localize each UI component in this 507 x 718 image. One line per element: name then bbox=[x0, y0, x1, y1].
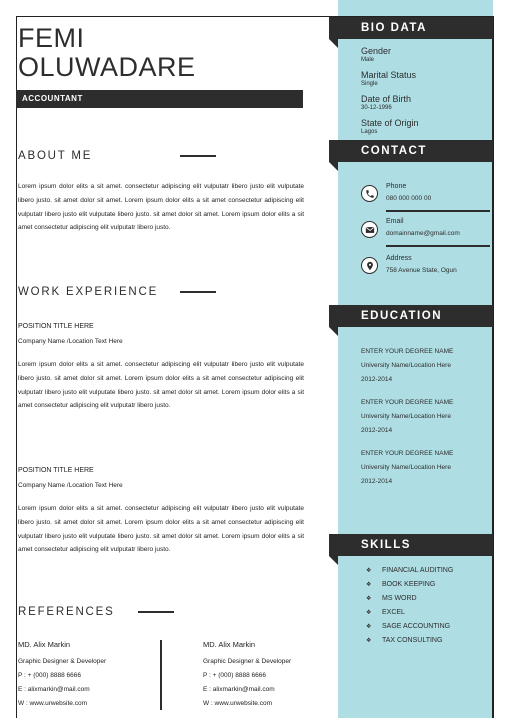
sidebar-edge bbox=[493, 16, 494, 718]
name-first: FEMI bbox=[18, 23, 85, 53]
education-1-school: University Name/Location Here bbox=[361, 362, 451, 369]
email-icon bbox=[361, 221, 378, 238]
contact-email-label: Email bbox=[386, 218, 404, 225]
reference-2-web: W : www.urwebsite.com bbox=[203, 700, 272, 707]
experience-2-text: Lorem ipsum dolor elits a sit amet. consectetur adipiscing elit vulputatr libero justo elit vulputate libero justo. sit amet dolor sit amet. Lorem ipsum dolor elits a sit amet consectetur adipiscing elit vulputatr libero justo elit vulputate libero justo. sit amet dolor sit amet. Lorem ipsum dolor elits a sit amet consectetur adipiscing elit vulputatr libero justo. bbox=[18, 505, 304, 554]
reference-2-name: MD. Alix Markin bbox=[203, 640, 256, 649]
experience-heading: WORK EXPERIENCE bbox=[18, 286, 159, 298]
about-text: Lorem ipsum dolor elits a sit amet. consectetur adipiscing elit vulputatr libero justo elit vulputate libero justo. sit amet dolor sit amet. Lorem ipsum dolor elits a sit amet consectetur adipiscing elit vulputatr libero justo elit vulputate libero justo. sit amet dolor sit amet. Lorem ipsum dolor elits a sit amet consectetur adipiscing elit vulputatr libero justo. bbox=[18, 183, 304, 232]
skill-item bbox=[366, 637, 442, 644]
contact-address-label: Address bbox=[386, 255, 412, 262]
contact-phone-label: Phone bbox=[386, 183, 407, 190]
skill-label: SAGE ACCOUNTING bbox=[382, 623, 451, 630]
reference-2-email: E : alixmarkin@mail.com bbox=[203, 686, 275, 693]
skill-label: MS WORD bbox=[382, 595, 417, 602]
skill-label: FINANCIAL AUDITING bbox=[382, 567, 454, 574]
skill-label: EXCEL bbox=[382, 609, 405, 616]
diamond-bullet-icon: ❖ bbox=[366, 610, 372, 616]
reference-1-email: E : alixmarkin@mail.com bbox=[18, 686, 90, 693]
candidate-name bbox=[18, 24, 196, 82]
education-1-degree: ENTER YOUR DEGREE NAME bbox=[361, 348, 454, 355]
diamond-bullet-icon: ❖ bbox=[366, 596, 372, 602]
experience-2-position: POSITION TITLE HERE bbox=[18, 467, 94, 474]
bio-gender-value: Male bbox=[361, 57, 375, 63]
reference-1-phone: P : + (000) 8888 6666 bbox=[18, 672, 81, 679]
diamond-bullet-icon: ❖ bbox=[366, 582, 372, 588]
contact-address-value: 758 Avenue State, Ogun bbox=[386, 267, 457, 274]
bio-origin-label: State of Origin bbox=[361, 118, 419, 128]
education-3-years: 2012-2014 bbox=[361, 478, 393, 485]
education-2-school: University Name/Location Here bbox=[361, 413, 451, 420]
references-heading-rule bbox=[138, 611, 174, 613]
skills-heading: SKILLS bbox=[329, 534, 493, 556]
reference-2-role: Graphic Designer & Developer bbox=[203, 658, 292, 665]
bio-origin-value: Lagos bbox=[361, 129, 378, 135]
skill-item bbox=[366, 595, 417, 602]
contact-rule-1 bbox=[386, 210, 490, 212]
skill-item bbox=[366, 567, 453, 574]
education-2-degree: ENTER YOUR DEGREE NAME bbox=[361, 399, 454, 406]
bio-gender-label: Gender bbox=[361, 46, 392, 56]
bio-dob-value: 30-12-1996 bbox=[361, 105, 392, 111]
reference-1-role: Graphic Designer & Developer bbox=[18, 658, 107, 665]
reference-1-name: MD. Alix Markin bbox=[18, 640, 71, 649]
education-3-degree: ENTER YOUR DEGREE NAME bbox=[361, 450, 454, 457]
contact-phone-value: 080 000 000 00 bbox=[386, 195, 432, 202]
skill-item bbox=[366, 581, 435, 588]
diamond-bullet-icon: ❖ bbox=[366, 638, 372, 644]
reference-2-phone: P : + (000) 8888 6666 bbox=[203, 672, 266, 679]
skill-item bbox=[366, 609, 405, 616]
skill-label: TAX CONSULTING bbox=[382, 637, 443, 644]
experience-1-company: Company Name /Location Text Here bbox=[18, 338, 123, 345]
contact-email-value: domainname@gmail.com bbox=[386, 230, 460, 237]
reference-1 bbox=[18, 640, 158, 711]
experience-2-company: Company Name /Location Text Here bbox=[18, 482, 123, 489]
contact-heading: CONTACT bbox=[329, 140, 493, 162]
reference-divider bbox=[160, 640, 162, 710]
education-heading: EDUCATION bbox=[329, 305, 493, 327]
education-1-years: 2012-2014 bbox=[361, 376, 393, 383]
experience-1-text: Lorem ipsum dolor elits a sit amet. consectetur adipiscing elit vulputatr libero justo elit vulputate libero justo. sit amet dolor sit amet. Lorem ipsum dolor elits a sit amet consectetur adipiscing elit vulputatr libero justo elit vulputate libero justo. sit amet dolor sit amet. Lorem ipsum dolor elits a sit amet consectetur adipiscing elit vulputatr libero justo. bbox=[18, 361, 304, 410]
references-heading: REFERENCES bbox=[18, 606, 115, 618]
bio-marital-value: Single bbox=[361, 81, 378, 87]
reference-2 bbox=[203, 640, 343, 711]
diamond-bullet-icon: ❖ bbox=[366, 568, 372, 574]
experience-heading-rule bbox=[180, 291, 216, 293]
skill-item bbox=[366, 623, 450, 630]
location-icon bbox=[361, 257, 378, 274]
name-last: OLUWADARE bbox=[18, 52, 196, 82]
experience-1-position: POSITION TITLE HERE bbox=[18, 323, 94, 330]
bio-heading: BIO DATA bbox=[329, 17, 493, 39]
education-3-school: University Name/Location Here bbox=[361, 464, 451, 471]
job-title-bar: ACCOUNTANT bbox=[16, 90, 303, 108]
bio-dob-label: Date of Birth bbox=[361, 94, 412, 104]
diamond-bullet-icon: ❖ bbox=[366, 624, 372, 630]
contact-rule-2 bbox=[386, 245, 490, 247]
skill-label: BOOK KEEPING bbox=[382, 581, 436, 588]
phone-icon bbox=[361, 185, 378, 202]
about-heading-rule bbox=[180, 155, 216, 157]
bio-marital-label: Marital Status bbox=[361, 70, 417, 80]
about-heading: ABOUT ME bbox=[18, 150, 93, 162]
reference-1-web: W : www.urwebsite.com bbox=[18, 700, 87, 707]
education-2-years: 2012-2014 bbox=[361, 427, 393, 434]
